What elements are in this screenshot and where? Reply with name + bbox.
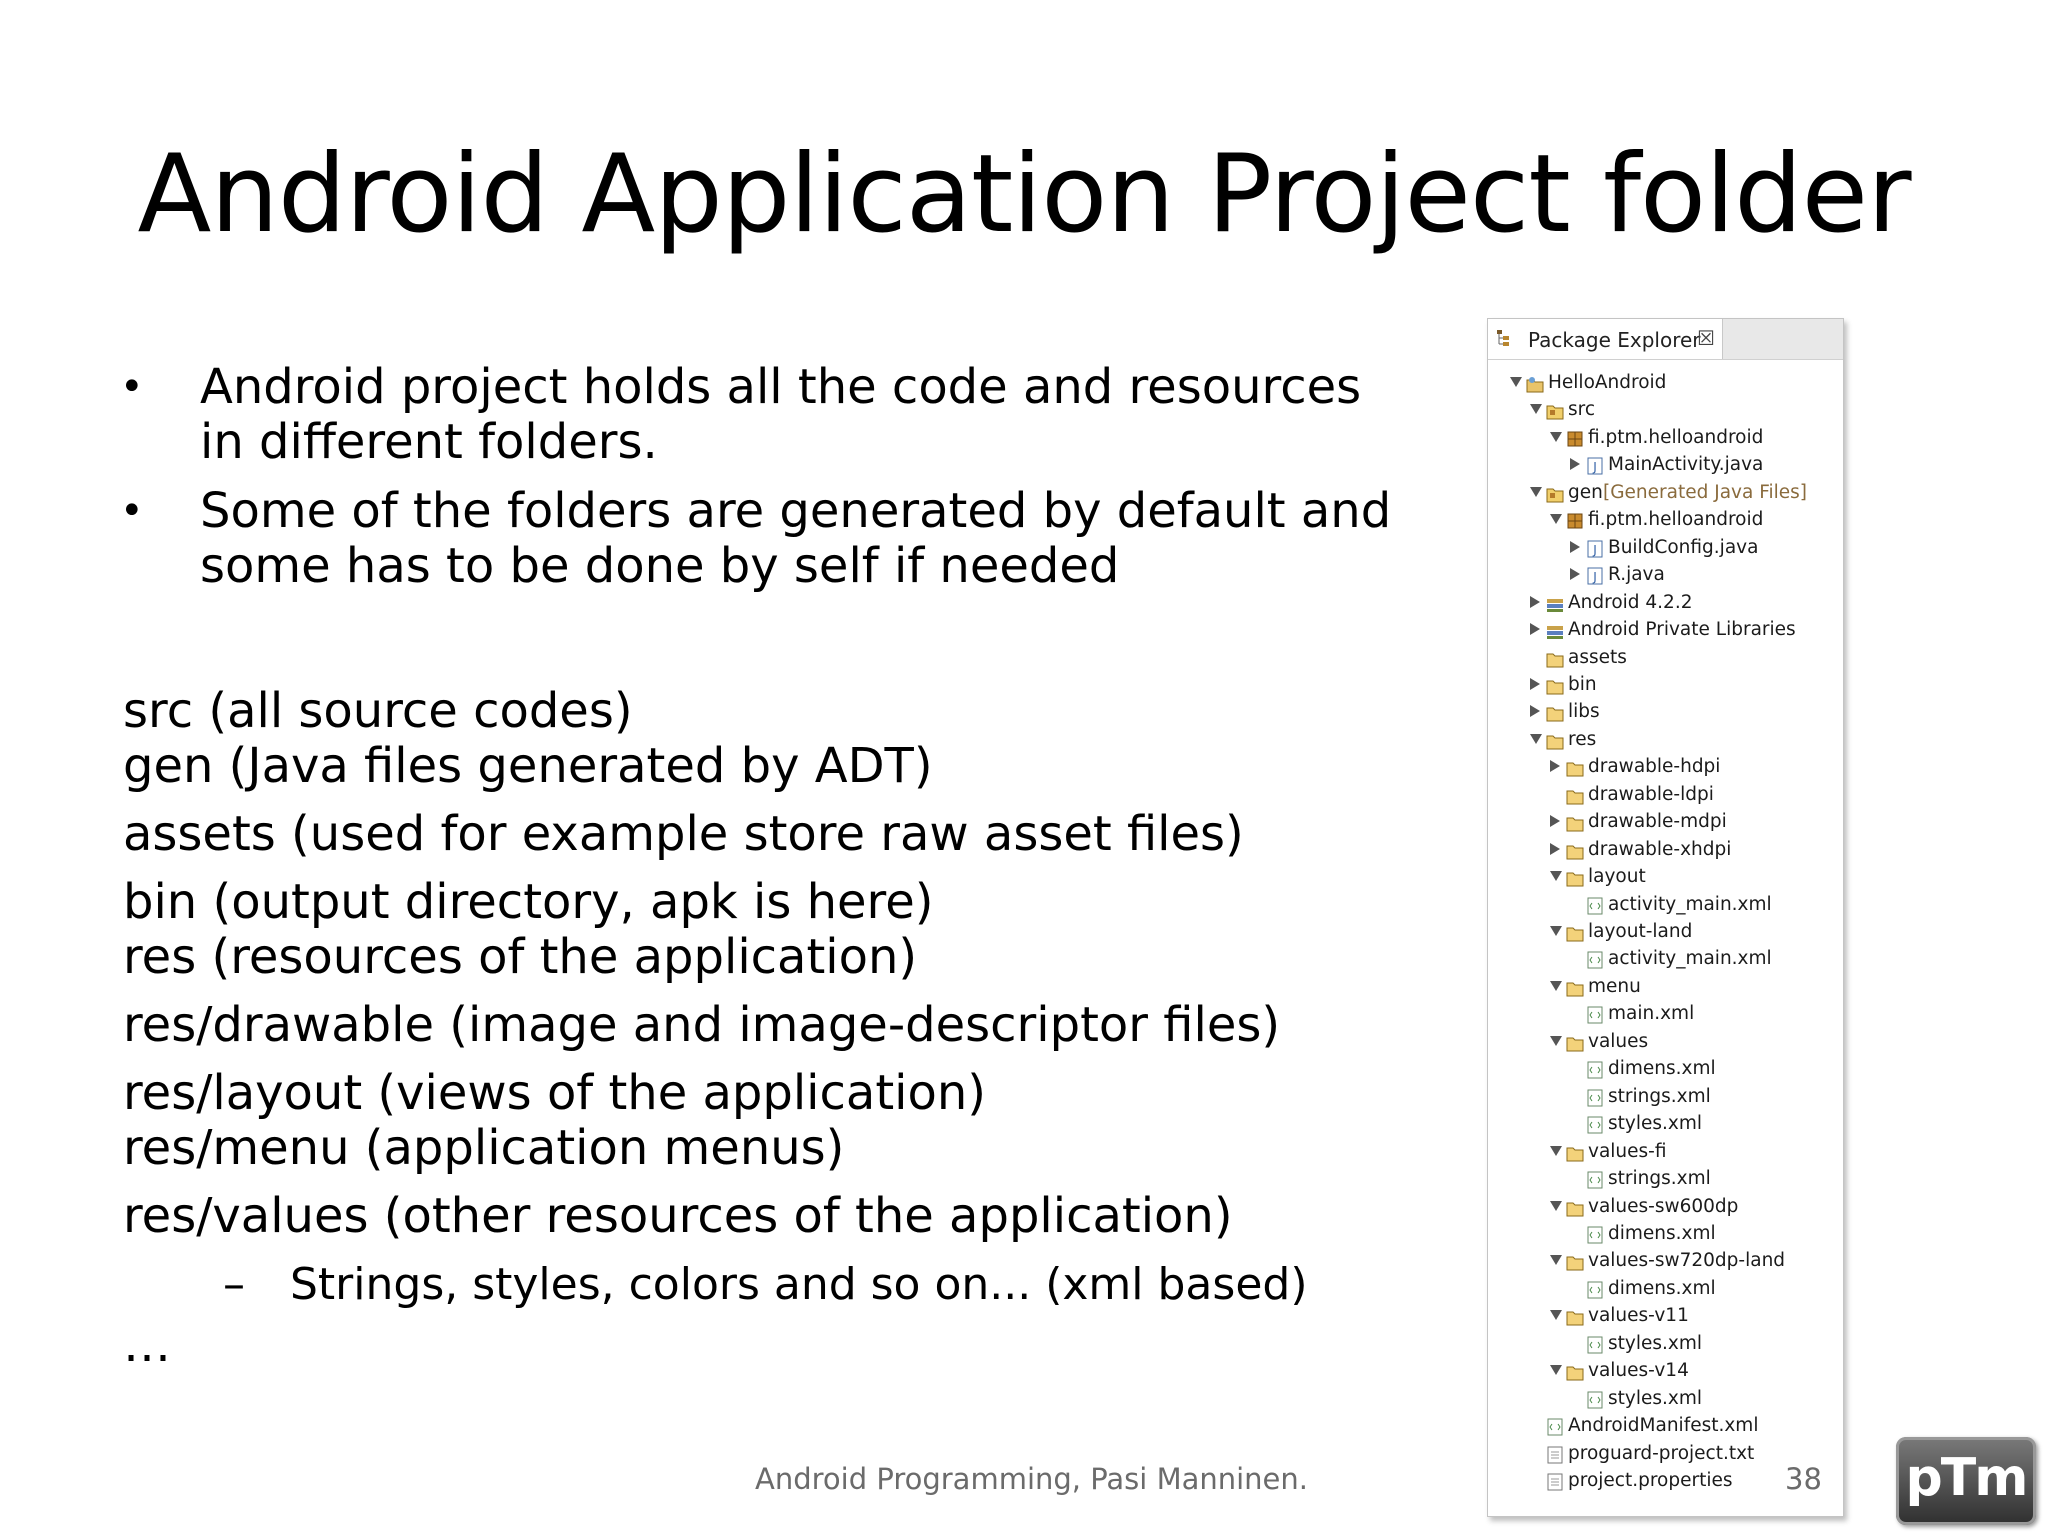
tree-item-label: menu	[1588, 975, 1641, 997]
explorer-tab-bar	[1488, 319, 1843, 360]
source-folder-icon	[1546, 484, 1564, 502]
page-number: 38	[1785, 1462, 1822, 1496]
values-sub-item	[123, 1257, 1423, 1312]
tree-item-label: values-v14	[1588, 1360, 1689, 1382]
expanded-arrow-icon[interactable]	[1530, 404, 1542, 414]
expanded-arrow-icon[interactable]	[1550, 514, 1562, 524]
tree-item-label: styles.xml	[1608, 1387, 1702, 1409]
tree-item-label: styles.xml	[1608, 1113, 1702, 1135]
tree-item-label: project.properties	[1568, 1470, 1733, 1491]
collapsed-arrow-icon[interactable]	[1530, 678, 1540, 690]
folder-icon	[1566, 813, 1584, 831]
folder-icon	[1566, 978, 1584, 996]
bullet-item	[120, 484, 1420, 594]
xml-file-icon	[1586, 1060, 1604, 1078]
collapsed-arrow-icon[interactable]	[1530, 623, 1540, 635]
folder-icon	[1566, 786, 1584, 804]
tree-item-label: values-sw600dp	[1588, 1195, 1739, 1217]
tree-item-label: dimens.xml	[1608, 1277, 1716, 1299]
tree-item-label: HelloAndroid	[1548, 372, 1667, 393]
package-icon	[1566, 511, 1584, 529]
footer-text: Android Programming, Pasi Manninen.	[755, 1462, 1308, 1496]
folder-icon	[1566, 868, 1584, 886]
close-icon[interactable]: ☒	[1697, 326, 1715, 350]
slide-title: Android Application Project folder	[137, 132, 1911, 257]
java-file-icon	[1586, 539, 1604, 557]
tree-item-label: Android Private Libraries	[1568, 619, 1796, 641]
folder-icon	[1546, 703, 1564, 721]
expanded-arrow-icon[interactable]	[1510, 377, 1522, 387]
package-explorer-tab-label: Package Explorer	[1528, 328, 1701, 352]
bullet-item	[120, 360, 1420, 470]
xml-file-icon	[1586, 896, 1604, 914]
tree-item-label: Android 4.2.2	[1568, 591, 1693, 613]
folder-line-res: res (resources of the application)	[123, 929, 918, 985]
tree-item-label: values-v11	[1588, 1305, 1689, 1327]
xml-file-icon	[1586, 1280, 1604, 1298]
folder-line-assets: assets (used for example store raw asset files)	[123, 806, 1244, 862]
tree-item-label: drawable-xhdpi	[1588, 838, 1732, 860]
bullet-list	[120, 360, 1420, 608]
tree-item-label: main.xml	[1608, 1003, 1695, 1025]
library-icon	[1546, 594, 1564, 612]
text-file-icon	[1546, 1472, 1564, 1490]
tree-item-label: layout-land	[1588, 921, 1693, 942]
tree-item-label: assets	[1568, 646, 1627, 668]
tree-item-label: proguard-project.txt	[1568, 1442, 1755, 1464]
tree-item-label: gen	[1568, 481, 1603, 503]
expanded-arrow-icon[interactable]	[1550, 1365, 1562, 1375]
tree-item-label: layout	[1588, 866, 1646, 888]
collapsed-arrow-icon[interactable]	[1550, 815, 1560, 827]
folder-icon	[1566, 923, 1584, 941]
text-file-icon	[1546, 1445, 1564, 1463]
xml-file-icon	[1586, 1088, 1604, 1106]
folder-line-gen: gen (Java files generated by ADT)	[123, 738, 933, 794]
svg-text:J: J	[1593, 570, 1597, 585]
folder-icon	[1566, 1198, 1584, 1216]
xml-file-icon	[1586, 1225, 1604, 1243]
tree-item-label: dimens.xml	[1608, 1222, 1716, 1244]
folder-icon	[1546, 676, 1564, 694]
package-explorer-icon	[1497, 330, 1511, 347]
expanded-arrow-icon[interactable]	[1550, 1146, 1562, 1156]
bullet-dot: •	[120, 364, 144, 410]
project-icon	[1526, 374, 1544, 392]
xml-file-icon	[1546, 1417, 1564, 1435]
tree-item-label: res	[1568, 728, 1597, 750]
collapsed-arrow-icon[interactable]	[1570, 541, 1580, 553]
tree-item-label: drawable-mdpi	[1588, 811, 1727, 833]
folder-line-src: src (all source codes)	[123, 683, 633, 739]
collapsed-arrow-icon[interactable]	[1550, 760, 1560, 772]
tree-item-label: src	[1568, 399, 1596, 421]
folder-line-res-layout: res/layout (views of the application)	[123, 1065, 986, 1121]
svg-text:J: J	[1593, 542, 1597, 557]
expanded-arrow-icon[interactable]	[1550, 432, 1562, 442]
tree-item-label: AndroidManifest.xml	[1568, 1415, 1759, 1437]
folder-icon	[1566, 1307, 1584, 1325]
tree-item-label: strings.xml	[1608, 1085, 1711, 1107]
tree-item-label: values	[1588, 1030, 1649, 1052]
collapsed-arrow-icon[interactable]	[1550, 843, 1560, 855]
folder-line-res-values: res/values (other resources of the application)	[123, 1188, 1233, 1244]
java-file-icon	[1586, 456, 1604, 474]
collapsed-arrow-icon[interactable]	[1570, 568, 1580, 580]
tree-item-label: values-fi	[1588, 1140, 1667, 1162]
bullet-text: Some of the folders are generated by default and some has to be done by self if needed	[200, 483, 1392, 594]
tree-item-label: activity_main.xml	[1608, 948, 1772, 970]
tree-item-label: libs	[1568, 701, 1600, 723]
tree-item-decoration: [Generated Java Files]	[1603, 481, 1808, 503]
folder-icon	[1566, 841, 1584, 859]
expanded-arrow-icon[interactable]	[1530, 734, 1542, 744]
xml-file-icon	[1586, 1170, 1604, 1188]
tree-item-label: activity_main.xml	[1608, 893, 1772, 915]
tree-item-label: drawable-hdpi	[1588, 756, 1721, 778]
tree-item-label: fi.ptm.helloandroid	[1588, 426, 1764, 448]
source-folder-icon	[1546, 401, 1564, 419]
folder-line-res-menu: res/menu (application menus)	[123, 1120, 845, 1176]
tree-item-label: strings.xml	[1608, 1168, 1711, 1190]
folder-line-bin: bin (output directory, apk is here)	[123, 874, 934, 930]
expanded-arrow-icon[interactable]	[1530, 487, 1542, 497]
xml-file-icon	[1586, 1005, 1604, 1023]
bullet-text: Android project holds all the code and resources in different folders.	[200, 359, 1362, 470]
svg-text:J: J	[1593, 460, 1597, 475]
java-file-icon	[1586, 566, 1604, 584]
sub-dash: –	[223, 1259, 245, 1310]
tree-item-label: styles.xml	[1608, 1332, 1702, 1354]
expanded-arrow-icon[interactable]	[1550, 1255, 1562, 1265]
tree-item-label: MainActivity.java	[1608, 454, 1764, 476]
sub-item-text: Strings, styles, colors and so on... (xml based)	[290, 1259, 1308, 1310]
folder-icon	[1566, 1143, 1584, 1161]
tree-item-label: dimens.xml	[1608, 1058, 1716, 1080]
xml-file-icon	[1586, 1390, 1604, 1408]
folder-icon	[1566, 1362, 1584, 1380]
xml-file-icon	[1586, 1115, 1604, 1133]
collapsed-arrow-icon[interactable]	[1570, 458, 1580, 470]
library-icon	[1546, 621, 1564, 639]
ptm-logo: pTm	[1896, 1437, 2036, 1525]
tree-item-label: bin	[1568, 673, 1597, 695]
expanded-arrow-icon[interactable]	[1550, 926, 1562, 936]
bullet-dot: •	[120, 488, 144, 534]
folder-icon	[1546, 731, 1564, 749]
folder-icon	[1546, 649, 1564, 667]
collapsed-arrow-icon[interactable]	[1530, 596, 1540, 608]
folder-icon	[1566, 1033, 1584, 1051]
folder-description-list	[123, 684, 1423, 1373]
xml-file-icon	[1586, 950, 1604, 968]
folder-line-res-drawable: res/drawable (image and image-descriptor files)	[123, 997, 1281, 1053]
package-icon	[1566, 429, 1584, 447]
tree-item-label: R.java	[1608, 564, 1665, 586]
expanded-arrow-icon[interactable]	[1550, 1310, 1562, 1320]
expanded-arrow-icon[interactable]	[1550, 981, 1562, 991]
folder-icon	[1566, 1252, 1584, 1270]
ellipsis: …	[123, 1317, 171, 1373]
package-explorer-panel	[1487, 318, 1844, 1517]
tree-item-label: drawable-ldpi	[1588, 783, 1714, 805]
expanded-arrow-icon[interactable]	[1550, 1201, 1562, 1211]
expanded-arrow-icon[interactable]	[1550, 871, 1562, 881]
tree-item-label: BuildConfig.java	[1608, 536, 1759, 558]
tree-item-label: fi.ptm.helloandroid	[1588, 509, 1764, 531]
collapsed-arrow-icon[interactable]	[1530, 705, 1540, 717]
xml-file-icon	[1586, 1335, 1604, 1353]
folder-icon	[1566, 758, 1584, 776]
expanded-arrow-icon[interactable]	[1550, 1036, 1562, 1046]
package-explorer-tab[interactable]	[1488, 319, 1723, 359]
tree-item-label: values-sw720dp-land	[1588, 1250, 1786, 1272]
